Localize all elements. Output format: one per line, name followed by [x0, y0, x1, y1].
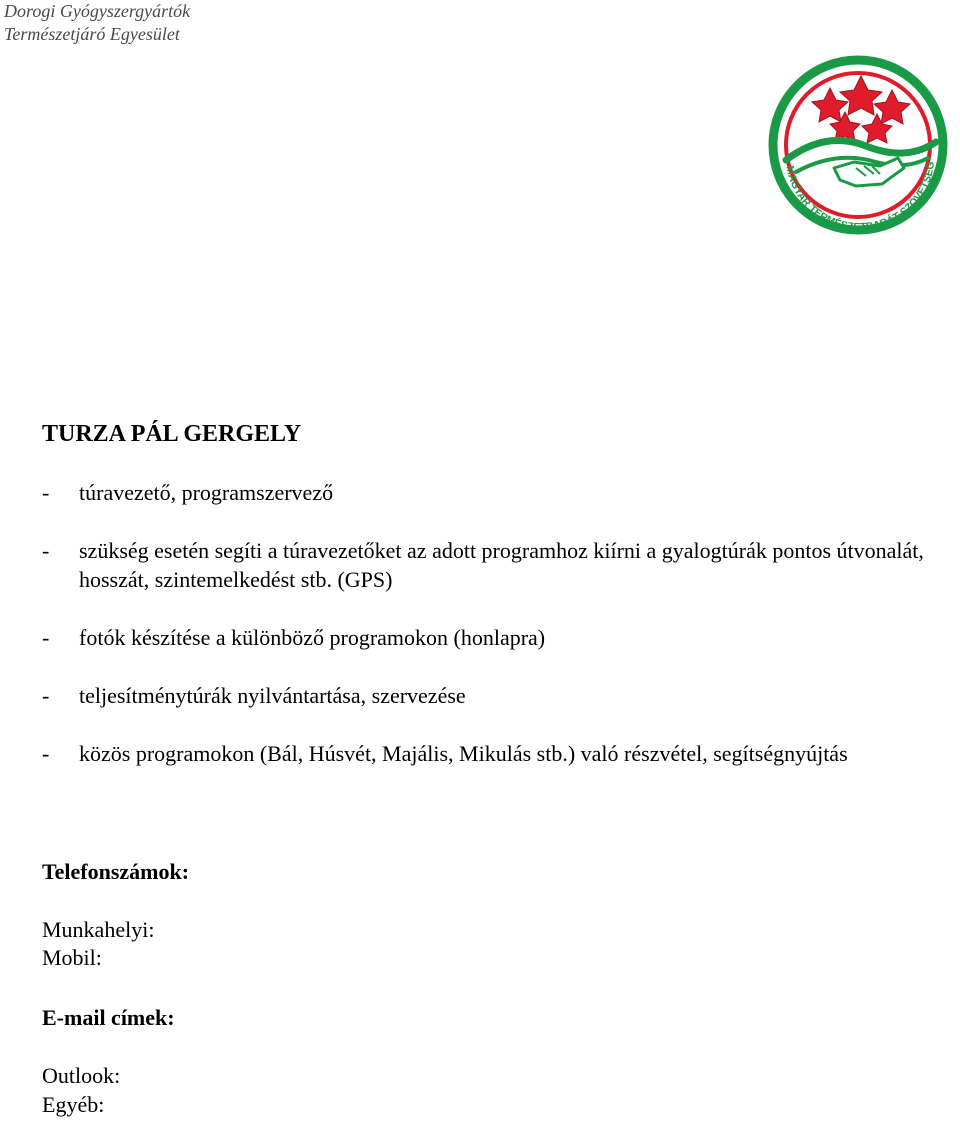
duties-list [42, 478, 952, 797]
list-dash: - [42, 480, 50, 505]
work-phone-label: Munkahelyi: [42, 917, 155, 942]
duty-text: túravezető, programszervező [79, 480, 334, 505]
duty-text: szükség esetén segíti a túravezetőket az adott programhoz kiírni a gyalogtúrák pontos útvonalát, hosszát, szintemelkedést stb. (GPS) [79, 538, 924, 592]
association-logo-icon [756, 50, 960, 240]
association-logo [756, 50, 960, 240]
list-item [42, 478, 952, 507]
duty-text: fotók készítése a különböző programokon (honlapra) [79, 625, 546, 650]
list-item [42, 739, 952, 768]
list-item [42, 623, 952, 652]
list-item [42, 681, 952, 710]
list-dash: - [42, 683, 50, 708]
duty-text: teljesítménytúrák nyilvántartása, szervezése [79, 683, 466, 708]
outlook-email-label: Outlook: [42, 1063, 121, 1088]
mobile-phone-label: Mobil: [42, 945, 102, 970]
list-dash: - [42, 538, 50, 563]
list-dash: - [42, 625, 50, 650]
emails-heading: E-mail címek: [42, 1005, 175, 1030]
person-name: TURZA PÁL GERGELY [42, 421, 302, 447]
organization-header [4, 0, 190, 46]
organization-name-line2: Természetjáró Egyesület [4, 24, 180, 44]
logo-text: MAGYAR TERMÉSZETBARÁT SZÖVETSÉG [783, 160, 938, 234]
list-dash: - [42, 741, 50, 766]
list-item [42, 536, 952, 594]
other-email-label: Egyéb: [42, 1092, 105, 1117]
organization-name-line1: Dorogi Gyógyszergyártók [4, 1, 191, 21]
duty-text: közös programokon (Bál, Húsvét, Majális, Mikulás stb.) való részvétel, segítségnyújtás [79, 741, 848, 766]
phones-heading: Telefonszámok: [42, 859, 190, 884]
